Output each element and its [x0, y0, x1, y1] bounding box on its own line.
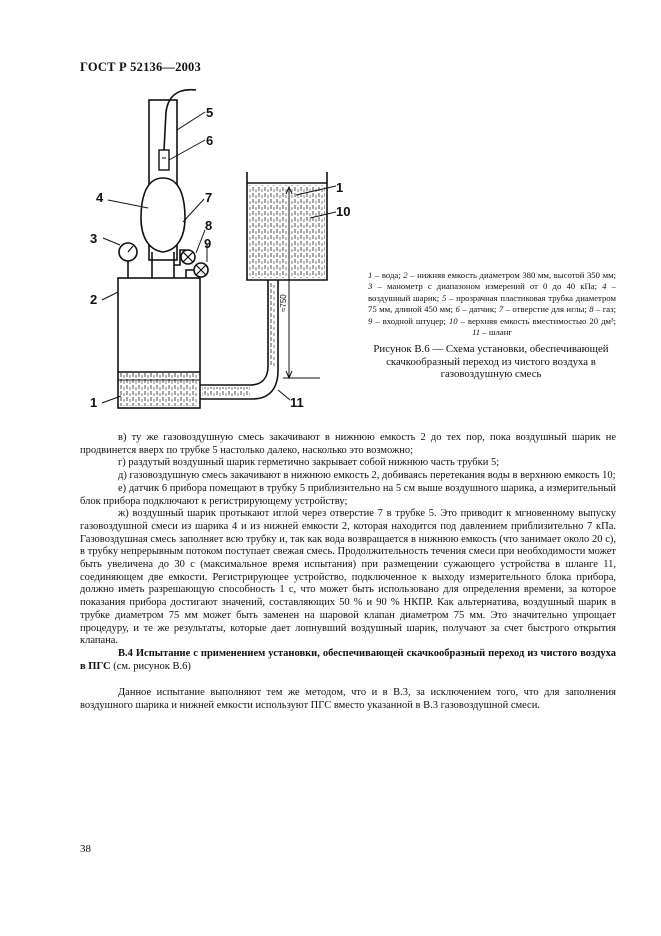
section-heading: В.4 Испытание с применением установки, обеспечивающей скачкообразный переход из чистого воздуха в ПГС (см. рисунок В.6)	[80, 648, 616, 672]
legend-text: – датчик;	[459, 304, 499, 315]
legend-number: 7	[498, 304, 504, 315]
label-1-upper: 1	[336, 180, 344, 195]
legend-text: – вода;	[372, 270, 404, 280]
page-number: 38	[80, 843, 91, 855]
paragraph-e: е) датчик 6 прибора помещают в трубку 5 приблизительно на 5 см выше воздушного шарика, а измерительный блок прибора подключают к регистрирующему устройству;	[80, 482, 616, 507]
figure-legend	[368, 270, 616, 338]
legend-number: 8	[589, 304, 594, 315]
paragraph-d: д) газовоздушную смесь закачивают в нижнюю емкость 2, добиваясь перетекания воды в верхнюю емкость 10;	[118, 470, 616, 482]
section-text: Данное испытание выполняют тем же методом, что и в В.3, за исключением того, что для заполнения воздушного шарика и нижней емкости используют ПГС вместо указанной в В.3 газовоздушной смеси.	[80, 687, 616, 712]
label-10: 10	[336, 204, 351, 219]
label-2: 2	[90, 292, 98, 307]
legend-text: – отверстие для иглы;	[503, 304, 590, 315]
legend-number: 4	[602, 281, 607, 292]
hose	[200, 280, 268, 385]
list-items	[80, 432, 616, 648]
legend-text: – прозрачная пластиковая трубка диаметром 75 мм, длиной 450 мм;	[368, 292, 616, 315]
section-b4	[80, 648, 616, 713]
legend-text: – шланг	[480, 327, 512, 338]
label-4: 4	[96, 190, 104, 205]
label-5: 5	[206, 105, 214, 120]
legend-text: – воздушный шарик;	[368, 281, 616, 303]
legend-text: – верхняя емкость вместимостью 20 дм³;	[457, 315, 617, 326]
label-1: 1	[90, 395, 98, 410]
legend-number: 10	[448, 315, 458, 326]
paragraph-g: г) раздутый воздушный шарик герметично закрывает собой нижнюю часть трубки 5;	[118, 457, 500, 469]
legend-number: 9	[368, 315, 373, 326]
legend-text: – нижняя емкость диаметром 380 мм, высотой 350 мм;	[407, 270, 616, 280]
document-header: ГОСТ Р 52136—2003	[80, 60, 201, 74]
legend-text: – газ;	[593, 304, 617, 315]
label-9: 9	[204, 236, 212, 251]
paragraph-zh: ж) воздушный шарик протыкают иглой через отверстие 7 в трубке 5. Это приводит к мгновенному выпуску газовоздушной смеси из шарика 4 и из нижней емкости 2, которая находится под давлением приблизительно 7 кПа. Газовоздушная смесь заполняет всю трубку и, так как вода возвращается в нижнюю емкость (что занимает около 20 с), в трубку непрерывным потоком поступает свежая смесь. Продолжительность течения смеси при необходимости может быть увеличена до 30 с (максимальное время испытания) при размещении сужающего устройства в шланге 11, соединяющем две емкости. Регистрирующее устройство, подключенное к выходу измерительного блока прибора, должно иметь разрешающую способность 1 с, что может быть использовано для определения времени, за которое показания прибора достигают значений, составляющих 50 % и 90 % НКПР. Как альтернатива, воздушный шарик в трубке диаметром 75 мм может быть заменен на шаровой клапан диаметром 75 мм. Это значительно упрощает процедуру, и те же результаты, которые дает лопнувший воздушный шарик, получают за счет быстрого открытия клапана.	[80, 508, 616, 647]
sensor-cable	[164, 90, 196, 150]
legend-text: – манометр с диапазоном измерений от 0 до 40 кПа;	[372, 281, 603, 292]
sensor	[159, 150, 169, 170]
dimension-label: ≈750	[279, 294, 288, 312]
manometer	[119, 243, 137, 261]
label-8: 8	[205, 218, 213, 233]
legend-text: – входной штуцер;	[372, 315, 449, 326]
label-11: 11	[290, 395, 304, 410]
paragraph-v: в) ту же газовоздушную смесь закачивают в нижнюю емкость 2 до тех пор, пока воздушный шарик не продвинется вверх по трубке 5 настолько далеко, насколько это возможно;	[80, 432, 616, 456]
legend-number: 2	[403, 270, 408, 280]
legend-number: 3	[368, 281, 373, 292]
air-balloon	[141, 178, 185, 252]
legend-number: 1	[368, 270, 373, 280]
label-6: 6	[206, 133, 214, 148]
label-3: 3	[90, 231, 98, 246]
figure-caption: Рисунок В.6 — Схема установки, обеспечивающей скачкообразный переход из чистого воздуха в газовоздушную смесь	[373, 343, 609, 381]
legend-number: 11	[472, 327, 481, 338]
legend-number: 5	[441, 292, 447, 303]
legend-number: 6	[455, 304, 460, 315]
label-7: 7	[205, 190, 213, 205]
